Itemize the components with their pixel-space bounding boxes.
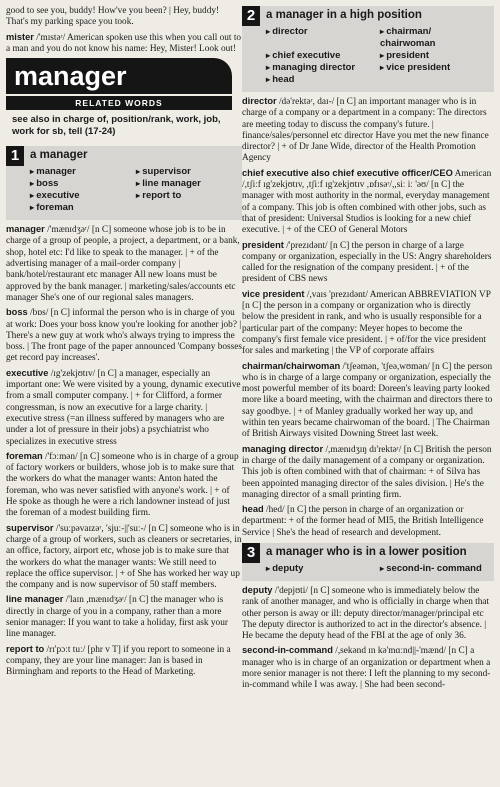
- synonym-list: ▸ manager ▸ supervisor ▸ boss ▸ line manager ▸ executive ▸ report to ▸ foreman: [6, 163, 242, 220]
- entry-foreman: foreman /'fɔːmən/ [n C] someone who is in charge of a group of factory workers or builders, whose job is to make sure that the workers do what the manager wants: Anton hated the foreman, who was never satisfied with anyone's work. | + of He spoke as though he were a rich landowner instead of just the foreman of a modest building firm.: [6, 450, 239, 519]
- entry-vice-president: vice president /,vaɪs 'prezɪdənt/ American ABBREVIATION VP [n C] the person in a company or organization who is directly below the president in rank, and who is usually responsible for a particular part of the company: Meyer hopes to become the company's first female vice president. | + of/for the vice president for sales and marketing | the VP of corporate affairs: [242, 288, 491, 357]
- section-title: a manager in a high position: [266, 9, 422, 21]
- entry-director: director /də'rektəʳ, daɪ-/ [n C] an important manager who is in charge of a company or a department in a company: The directors are meeting today to discuss the company's future. | finance/sales/personnel etc director Have you met the new finance director? | + of Dr Jane Wide, director of the Health Promotion Agency: [242, 96, 489, 164]
- entry-line-manager: line manager /'laɪn ,mænɪdʒəʳ/ [n C] the manager who is directly in charge of you in a company, rather than a more senior manager: If you want to take a holiday, first ask your line manager.: [6, 594, 228, 640]
- entry-second-in-command: second-in-command /,sekənd ɪn kə'mɑːnd||-'mænd/ [n C] a manager who is in charge of an organization or department when a more senior manager is not there: I left the planning to my second-in-command while I was away. | She had been second-: [242, 645, 491, 691]
- headword-banner: manager: [6, 58, 232, 94]
- entry-supervisor: supervisor /'suːpəvaɪzəʳ, 'sjuː-||'suː-/ [n C] someone who is in charge of a group of workers, such as cleaners or secretaries, in an office, factory, airport etc, whose job is to make sure that the workers do what the manager wants: We still need to replace the office supervisor. | + of She has worked her way up the company and is now supervisor of 50 staff members.: [6, 522, 242, 591]
- entry-fragment: good to see you, buddy! How've you been? | Hey, buddy! That's my parking space you took.: [6, 6, 220, 28]
- entry-head: head /hed/ [n C] the person in charge of an organization or department: + of the former head of MI5, the British Intelligence Service | She's the head of research and development.: [242, 504, 484, 538]
- section-number: 1: [6, 146, 24, 166]
- synonym-list: ▸ deputy ▸ second-in- command: [242, 560, 494, 581]
- right-column: [242, 0, 494, 695]
- entry-boss: boss /bɒs/ [n C] informal the person who is in charge of you at work: Does your boss know you're looking for another job? | There's a new guy at work who's always trying to impress the boss. | The front page of the paper announced 'Company bosses get record pay increases'.: [6, 307, 242, 364]
- entry-managing-director: managing director /,mænɪdʒɪŋ dɪ'rektəʳ/ [n C] British the person in charge of the daily management of a company or organization. This job is often combined with that of chairman: + of Silva has been appointed managing director of the sales division. | He's the managing director of a small printing firm.: [242, 443, 492, 500]
- section-number: 2: [242, 6, 260, 26]
- section-title: a manager: [30, 149, 88, 162]
- entry-president: president /'prezɪdənt/ [n C] the person in charge of a large company or organization, especially in the US: Angry shareholders called for the resignation of the company president. | + of the president of CBS news: [242, 239, 492, 285]
- entry-chief-executive: chief executive also chief executive officer/CEO American /,tʃiːf ɪg'zekjʊtɪv, ,tʃiːf ɪg'zekjʊtɪv ,ɒfɪsəʳ/,,siː iː 'əʊ/ [n C] the manager with most authority in the normal, everyday management of a company. This job is often combined with other jobs, such as that of president: Universal Studios is looking for a new chief executive. | + of the CEO of General Motors: [242, 167, 492, 236]
- left-column: [6, 0, 242, 681]
- entry-report-to: report to /rɪ'pɔːt tuː/ [phr v T] if you report to someone in a company, they are your line manager: Jan is based in Birmingham and reports to the Head of Marketing.: [6, 643, 231, 678]
- section-3-header: [242, 543, 494, 581]
- section-1-header: [6, 146, 242, 220]
- section-2-header: [242, 6, 494, 92]
- entry-manager: manager /'mænɪdʒəʳ/ [n C] someone whose job is to be in charge of a group of people, a project, a department, or a bank, shop, hotel etc: I'd like to speak to the manager. | + of the advertising manager of a mail-order company | bank/hotel/restaurant etc manager All new loans must be approved by the bank manager. | marketing/sales/accounts etc manager She's one of our regional sales managers.: [6, 224, 240, 303]
- entry-chairman: chairman/chairwoman /'tʃeəmən, 'tʃeə,wʊmən/ [n C] the person who is in charge of a large company or organization, especially the most powerful member of its board: Doreen's leaving party looked more like a board meeting, with the chairman and directors there to say goodbye. | + of Manley gradually worked her way up, and within ten years became chairwoman of the board. | The Chairman of British Airways visited Downing Street last week.: [242, 360, 493, 440]
- entry-executive: executive /ɪg'zekjʊtɪv/ [n C] a manager, especially an important one: We were visited by a young, dynamic executive from a small computer company. | + for Clifford, a former congressman, is now an executive for a large charity. | executive stress (=an illness suffered by managers who are under a lot of pressure in their jobs) a psychiatrist who specializes in executive stress: [6, 367, 241, 447]
- synonym-list: ▸ director ▸ chairman/ chairwoman ▸ chief executive ▸ president ▸ managing director ▸ vice president ▸ head: [242, 23, 494, 92]
- entry-mister: mister /'mɪstəʳ/ American spoken use this when you call out to a man and you do not know his name: Hey, Mister! Look out!: [6, 31, 242, 54]
- section-title: a manager who is in a lower position: [266, 545, 467, 558]
- section-number: 3: [242, 543, 260, 563]
- see-also: see also in charge of, position/rank, work, job, work for sb, tell (17-24): [12, 114, 221, 138]
- entry-deputy: deputy /'depjʊti/ [n C] someone who is immediately below the rank of another manager, and who is officially in charge when that other person is away or ill: deputy director/manager/principal etc The deputy director is authorized to act in the director's absence. | He became the deputy head of the FBI at the age of only 36.: [242, 584, 490, 642]
- related-words-banner: RELATED WORDS: [6, 96, 232, 110]
